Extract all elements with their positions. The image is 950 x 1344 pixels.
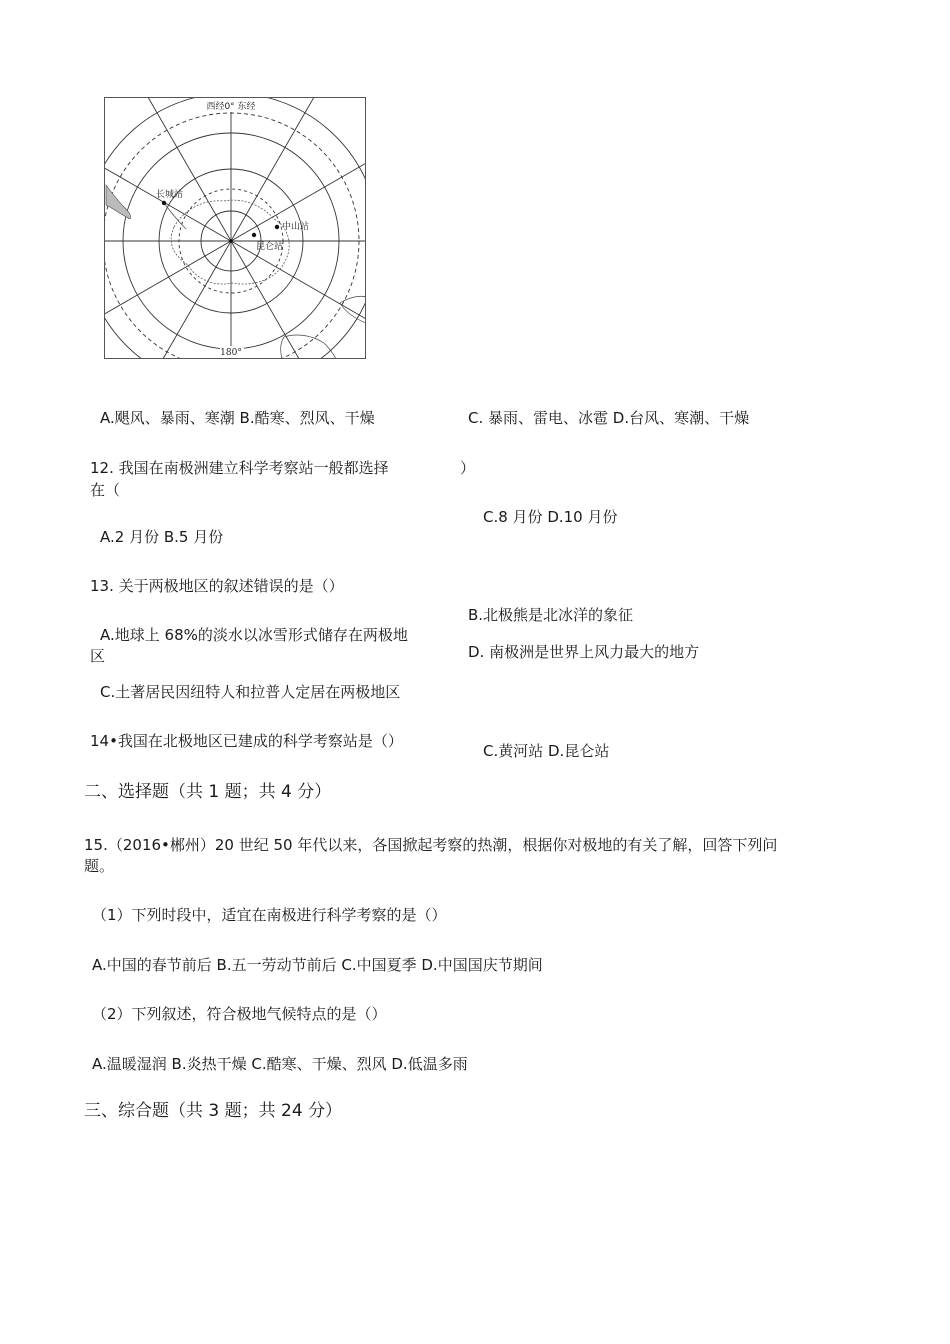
station-label-kunlun: 昆仑站 (256, 242, 284, 252)
section-2-title: 二、选择题（共 1 题；共 4 分） (84, 782, 332, 802)
map-top-label: 西经0° 东经 (206, 102, 256, 112)
q13-option-b: B.北极熊是北冰洋的象征 (468, 606, 634, 624)
station-marker-changcheng (162, 201, 166, 205)
antarctica-map-figure (104, 97, 366, 359)
station-label-changcheng: 长城站 (156, 190, 184, 200)
section-3-title: 三、综合题（共 3 题；共 24 分） (84, 1101, 343, 1121)
map-frame (105, 98, 366, 359)
q14-stem: 14•我国在北极地区已建成的科学考察站是（） (90, 732, 403, 750)
q13-option-c: C.土著居民因纽特人和拉普人定居在两极地区 (100, 683, 401, 701)
q13-option-a-line2: 区 (90, 647, 106, 665)
q12-options-ab: A.2 月份 B.5 月份 (100, 528, 224, 546)
south-america-landmass (106, 185, 131, 219)
latitude-circle-outer (104, 97, 366, 359)
q12-stem-line2: 在（ (90, 481, 121, 499)
q13-option-d: D. 南极洲是世界上风力最大的地方 (468, 643, 700, 661)
q15-sub1-options: A.中国的春节前后 B.五一劳动节前后 C.中国夏季 D.中国国庆节期间 (92, 956, 543, 974)
q12-stem-line1: 12. 我国在南极洲建立科学考察站一般都选择 (90, 459, 389, 477)
q14-options-cd: C.黄河站 D.昆仑站 (483, 742, 610, 760)
q13-option-a-line1: A.地球上 68%的淡水以冰雪形式储存在两极地 (100, 626, 408, 644)
station-marker-kunlun (252, 233, 256, 237)
map-bottom-label: 180° (220, 348, 242, 358)
q11-options-cd: C. 暴雨、雷电、冰雹 D.台风、寒潮、干燥 (468, 409, 750, 427)
q12-options-cd: C.8 月份 D.10 月份 (483, 508, 618, 526)
q12-paren-close: ） (460, 459, 476, 477)
q15-sub1-stem: （1）下列时段中，适宜在南极进行科学考察的是（） (92, 906, 447, 924)
south-pole-point (229, 239, 232, 242)
station-label-zhongshan: 中山站 (282, 222, 310, 232)
q15-stem-line1: 15.（2016•郴州）20 世纪 50 年代以来，各国掀起考察的热潮，根据你对极地的有关了解，回答下列问 (84, 836, 778, 854)
q13-stem: 13. 关于两极地区的叙述错误的是（） (90, 577, 344, 595)
q11-options-ab: A.飓风、暴雨、寒潮 B.酷寒、烈风、干燥 (100, 409, 375, 427)
antarctic-circle (104, 113, 359, 359)
station-marker-zhongshan (275, 225, 279, 229)
q15-sub2-options: A.温暖湿润 B.炎热干燥 C.酷寒、干燥、烈风 D.低温多雨 (92, 1055, 468, 1073)
q15-sub2-stem: （2）下列叙述，符合极地气候特点的是（） (92, 1005, 387, 1023)
q15-stem-line2: 题。 (84, 857, 115, 875)
